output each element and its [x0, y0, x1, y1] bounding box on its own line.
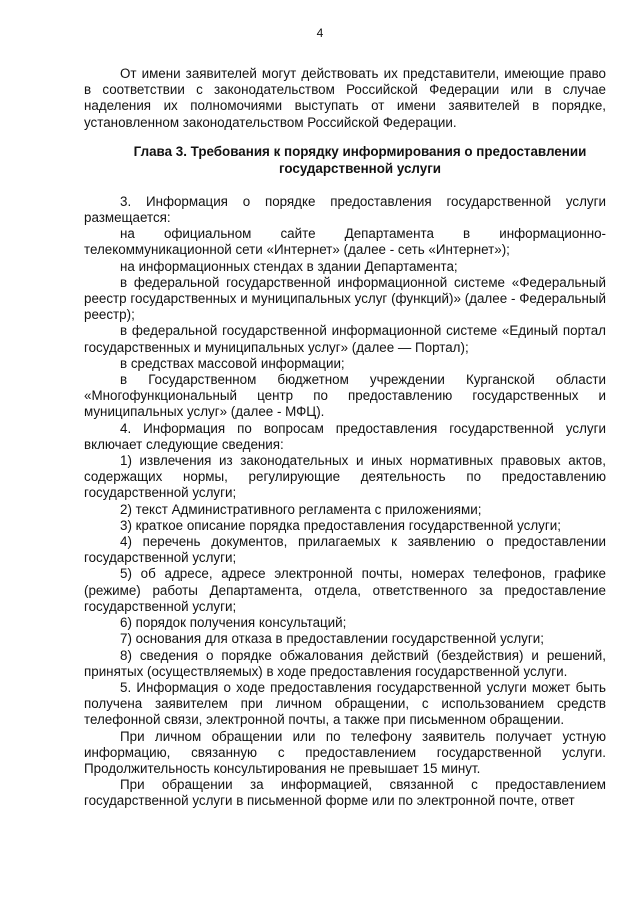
- list-item-official-site: на официальном сайте Департамента в информационно-телекоммуникационной сети «Интернет» (далее - сеть «Интернет»);: [84, 226, 606, 258]
- list-item-4: 4) перечень документов, прилагаемых к заявлению о предоставлении государственной услуги;: [84, 534, 606, 566]
- document-body: [84, 66, 606, 810]
- paragraph-5: 5. Информация о ходе предоставления государственной услуги может быть получена заявителем при личном обращении, с использованием средств телефонной связи, электронной почты, а также при письменном обращении.: [84, 679, 606, 728]
- paragraph-3: 3. Информация о порядке предоставления государственной услуги размещается:: [84, 193, 606, 226]
- list-item-3: 3) краткое описание порядка предоставления государственной услуги;: [120, 517, 561, 533]
- list-item-2: 2) текст Административного регламента с приложениями;: [120, 501, 482, 517]
- chapter-heading-line-2: государственной услуги: [278, 160, 442, 176]
- list-item-5: 5) об адресе, адресе электронной почты, номерах телефонов, графике (режиме) работы Департамента, отдела, ответственного за предоставление государственной услуги;: [84, 566, 606, 614]
- intro-paragraph: От имени заявителей могут действовать их представители, имеющие право в соответствии с законодательством Российской Федерации или в случае наделения их полномочиями выступать от имени заявителей в порядке, установленном законодательством Российской Федерации.: [84, 66, 606, 130]
- list-item-federal-registry: в федеральной государственной информационной системе «Федеральный реестр государственных и муниципальных услуг (функций)» (далее - Федеральный реестр);: [84, 274, 606, 323]
- page-number: 4: [316, 26, 324, 40]
- list-item-mass-media: в средствах массовой информации;: [120, 355, 345, 371]
- chapter-heading: [84, 143, 606, 177]
- paragraph-written-appeal: При обращении за информацией, связанной с предоставлением государственной услуги в письменной форме или по электронной почте, ответ: [84, 777, 606, 809]
- list-item-info-stands: на информационных стендах в здании Департамента;: [120, 258, 458, 274]
- list-item-7: 7) основания для отказа в предоставлении государственной услуги;: [120, 631, 544, 647]
- list-item-1: 1) извлечения из законодательных и иных нормативных правовых актов, содержащих нормы, регулирующие деятельность по предоставлению государственной услуги;: [84, 453, 606, 501]
- list-item-mfc: в Государственном бюджетном учреждении Курганской области «Многофункциональный центр по предоставлению государственных и муниципальных услуг» (далее - МФЦ).: [84, 372, 606, 420]
- list-item-8: 8) сведения о порядке обжалования действий (бездействия) и решений, принятых (осуществляемых) в ходе предоставления государственной услуги.: [84, 647, 606, 679]
- paragraph-4: 4. Информация по вопросам предоставления государственной услуги включает следующие сведения:: [84, 420, 606, 452]
- list-item-unified-portal: в федеральной государственной информационной системе «Единый портал государственных и муниципальных услуг» (далее — Портал);: [84, 323, 606, 355]
- list-item-6: 6) порядок получения консультаций;: [120, 615, 347, 631]
- paragraph-personal-appeal: При личном обращении или по телефону заявитель получает устную информацию, связанную с предоставлением государственной услуги. Продолжительность консультирования не превышает 15 минут.: [84, 728, 606, 776]
- chapter-heading-line-1: Глава 3. Требования к порядку информирования о предоставлении: [133, 143, 587, 159]
